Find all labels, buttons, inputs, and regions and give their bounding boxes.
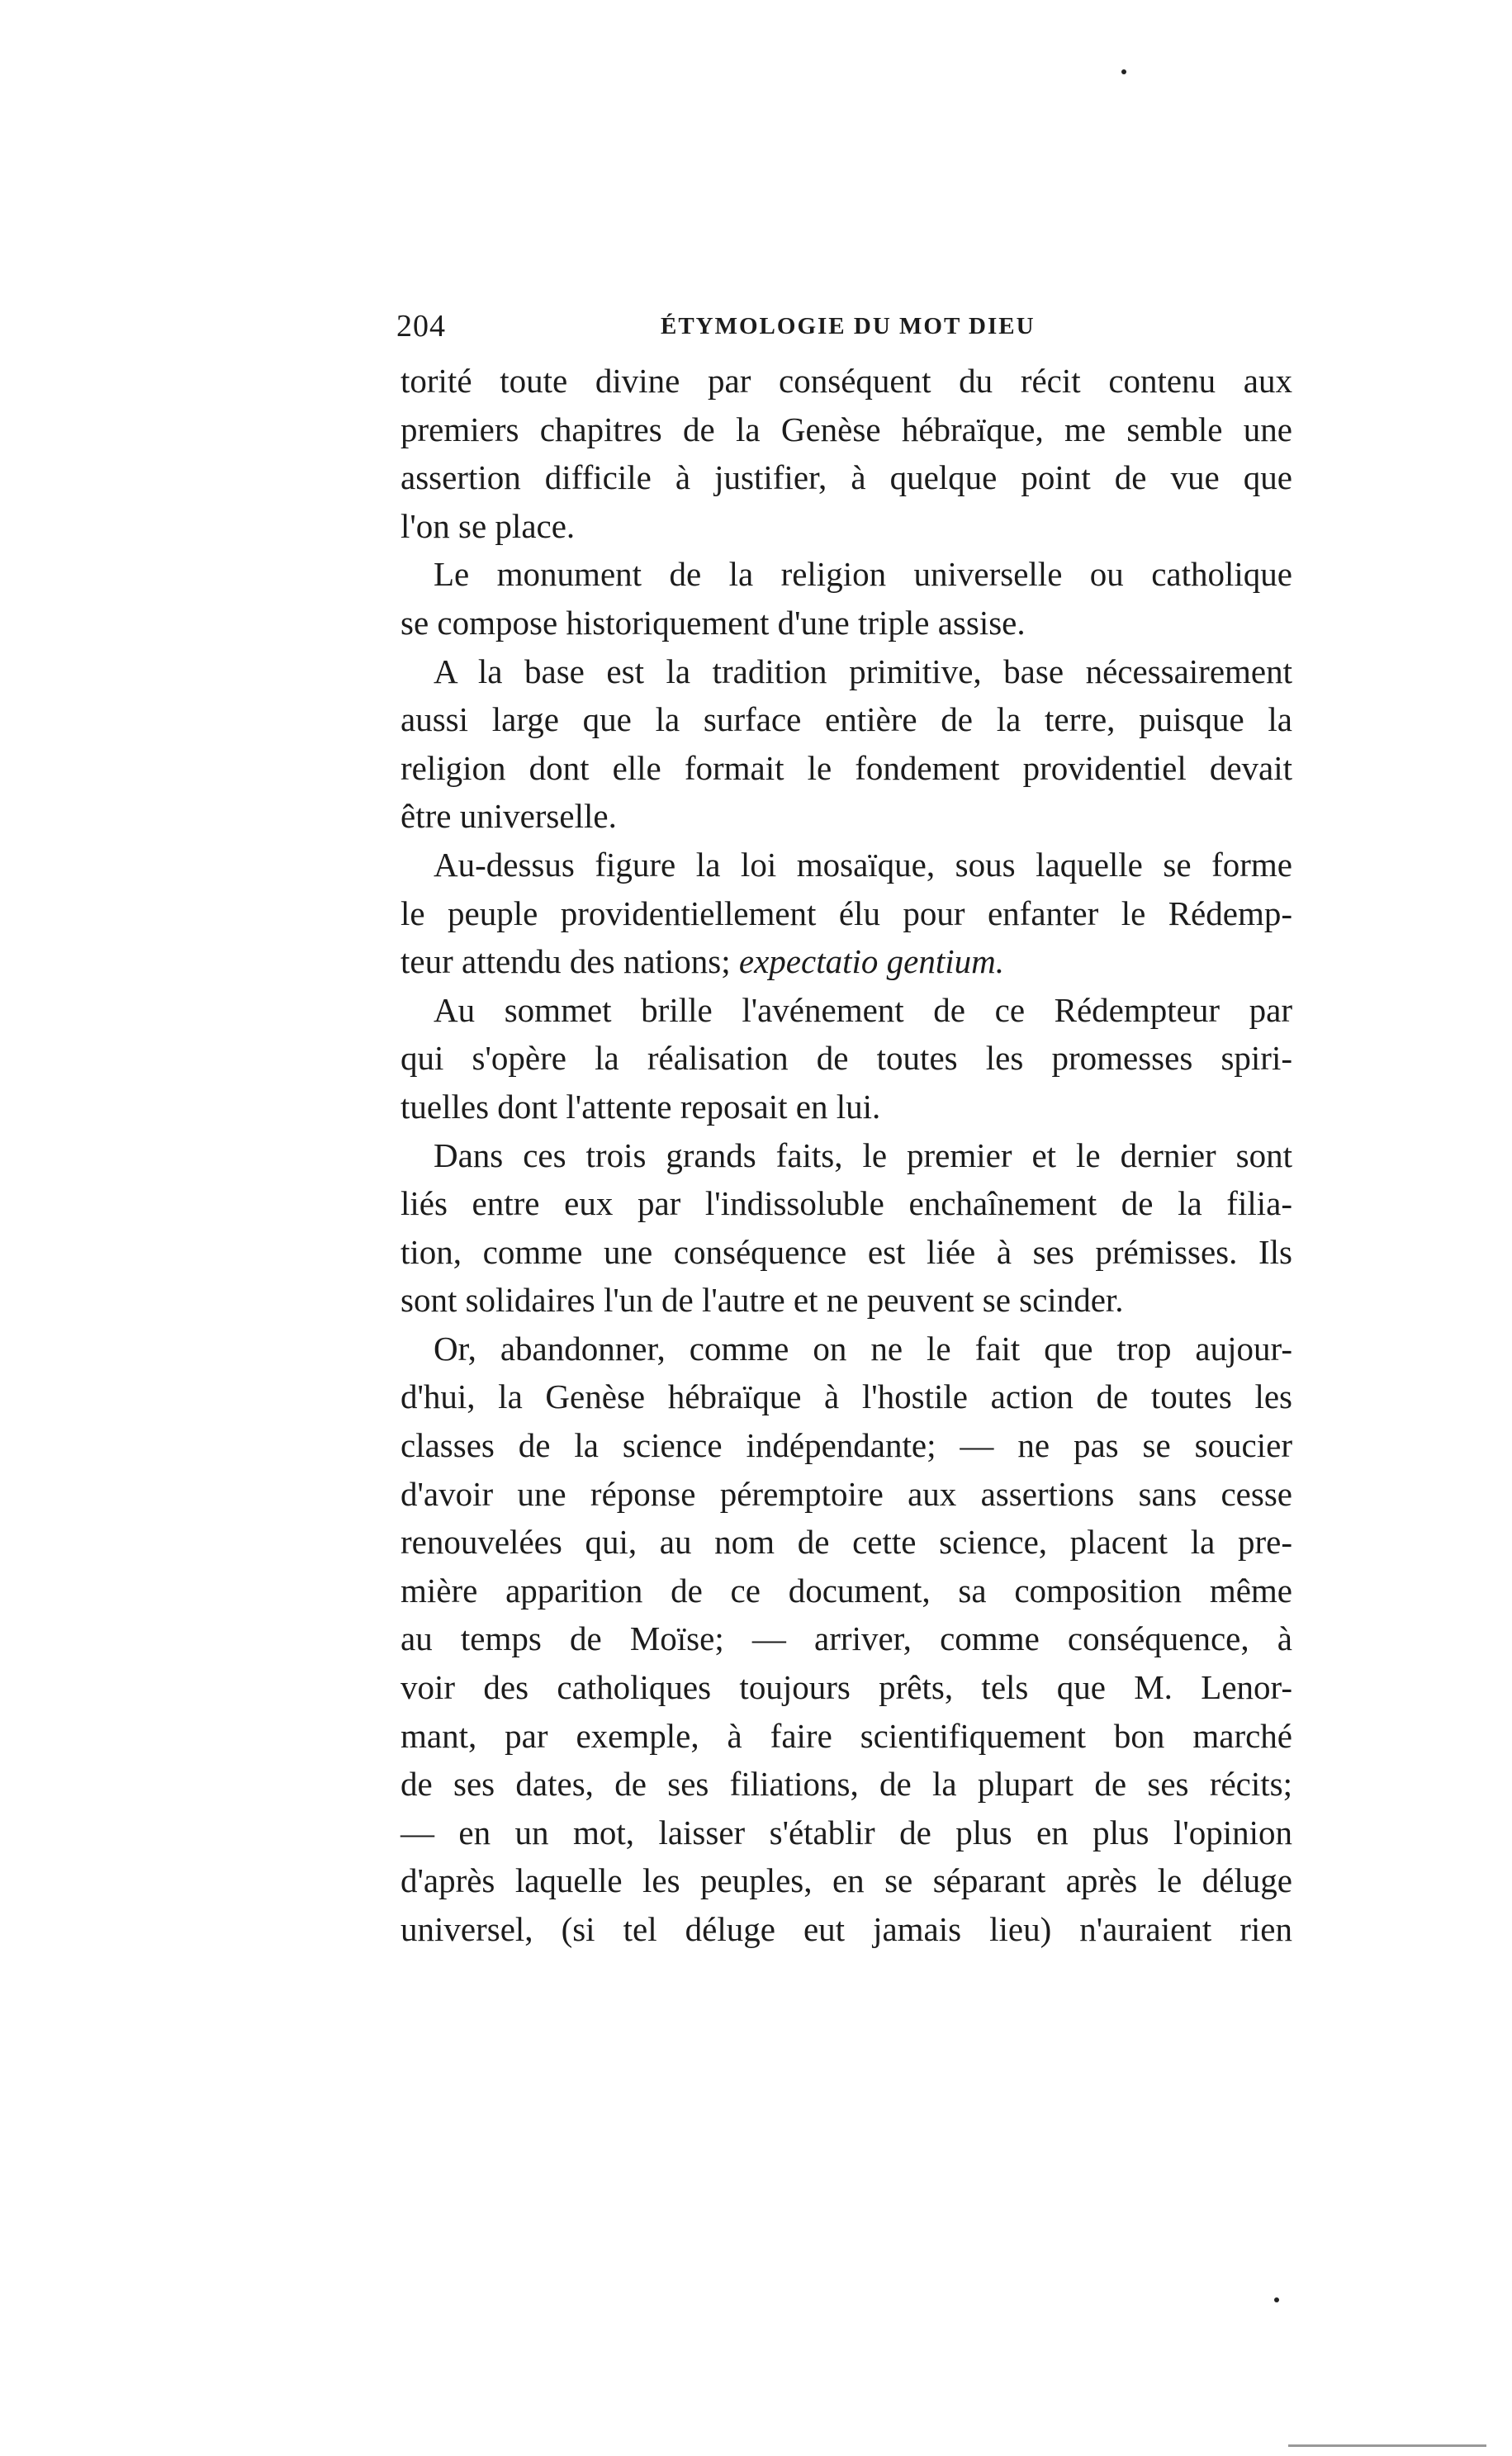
- text-line: être universelle.: [401, 797, 617, 836]
- scan-speck: [1274, 2297, 1279, 2302]
- text-line: qui s'opère la réalisation de toutes les promesses spiri-: [401, 1039, 1292, 1078]
- text-line: universel, (si tel déluge eut jamais lieu) n'auraient rien: [401, 1910, 1292, 1948]
- scan-speck: [1121, 69, 1126, 74]
- text-line: Au sommet brille l'avénement de ce Rédempteur par: [434, 990, 1292, 1029]
- text-line: tuelles dont l'attente reposait en lui.: [401, 1087, 881, 1126]
- text-line: mant, par exemple, à faire scientifiquement bon marché: [401, 1716, 1292, 1755]
- text-line: aussi large que la surface entière de la terre, puisque la: [401, 700, 1292, 739]
- text-line: le peuple providentiellement élu pour enfanter le Rédemp-: [401, 894, 1292, 932]
- text-segment: teur attendu des nations;: [401, 942, 731, 981]
- text-line: liés entre eux par l'indissoluble enchaînement de la filia-: [401, 1184, 1292, 1223]
- text-line: l'on se place.: [401, 506, 576, 545]
- body-text: [401, 357, 1292, 1954]
- text-line: d'après laquelle les peuples, en se séparant après le déluge: [401, 1861, 1292, 1900]
- text-line: Le monument de la religion universelle ou catholique: [434, 555, 1292, 594]
- text-line: premiers chapitres de la Genèse hébraïque, me semble une: [401, 410, 1292, 448]
- latin-quote: expectatio gentium.: [738, 942, 1004, 981]
- text-line: A la base est la tradition primitive, base nécessairement: [434, 652, 1292, 690]
- page-number: 204: [396, 309, 446, 344]
- text-line: religion dont elle formait le fondement providentiel devait: [401, 748, 1292, 787]
- text-line: de ses dates, de ses filiations, de la plupart de ses récits;: [401, 1765, 1292, 1804]
- text-line: voir des catholiques toujours prêts, tels que M. Lenor-: [401, 1668, 1292, 1707]
- text-line: classes de la science indépendante; — ne pas se soucier: [401, 1426, 1292, 1465]
- text-line: assertion difficile à justifier, à quelque point de vue que: [401, 458, 1292, 497]
- running-title: ÉTYMOLOGIE DU MOT DIEU: [661, 313, 1036, 339]
- text-line: d'avoir une réponse péremptoire aux assertions sans cesse: [401, 1474, 1292, 1513]
- text-line: mière apparition de ce document, sa composition même: [401, 1571, 1292, 1610]
- text-line: torité toute divine par conséquent du récit contenu aux: [401, 362, 1292, 400]
- text-line: renouvelées qui, au nom de cette science, placent la pre-: [401, 1523, 1292, 1562]
- text-line: Dans ces trois grands faits, le premier et le dernier sont: [434, 1136, 1292, 1174]
- text-line: tion, comme une conséquence est liée à ses prémisses. Ils: [401, 1232, 1292, 1271]
- text-line: d'hui, la Genèse hébraïque à l'hostile action de toutes les: [401, 1377, 1292, 1416]
- text-line: [401, 937, 1292, 986]
- scan-edge-mark: [1288, 2444, 1486, 2447]
- text-line: Or, abandonner, comme on ne le fait que trop aujour-: [434, 1329, 1292, 1368]
- text-line: — en un mot, laisser s'établir de plus en plus l'opinion: [401, 1813, 1292, 1851]
- text-line: au temps de Moïse; — arriver, comme conséquence, à: [401, 1619, 1292, 1658]
- text-line: se compose historiquement d'une triple assise.: [401, 603, 1026, 642]
- text-line: Au-dessus figure la loi mosaïque, sous laquelle se forme: [434, 845, 1292, 884]
- text-line: sont solidaires l'un de l'autre et ne peuvent se scinder.: [401, 1281, 1124, 1320]
- running-head: [396, 301, 1292, 351]
